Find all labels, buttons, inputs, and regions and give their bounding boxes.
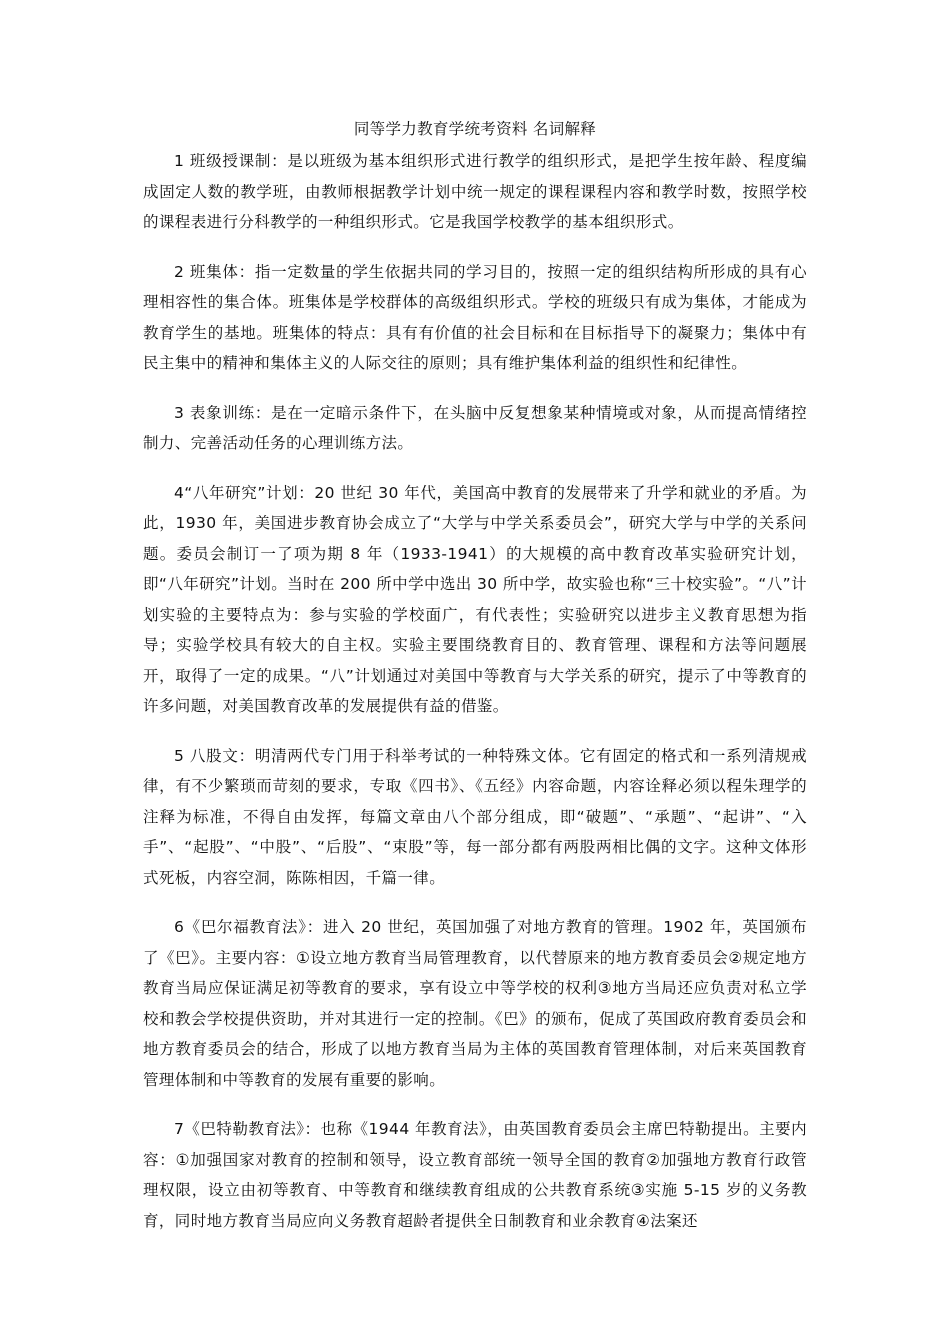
entry-butler-education-act: 7《巴特勒教育法》：也称《1944 年教育法》，由英国教育委员会主席巴特勒提出。主要内容：①加强国家对教育的控制和领导，设立教育部统一领导全国的教育②加强地方教育行政管理权限，设立由初等教育、中等教育和继续教育组成的公共教育系统③实施 5-15 岁的义务教育，同时地方教育当局应向义务教育超龄者提供全日制教育和业余教育④法案还 bbox=[143, 1120, 807, 1230]
entry-class-teaching-system: 1 班级授课制：是以班级为基本组织形式进行教学的组织形式，是把学生按年龄、程度编成固定人数的教学班，由教师根据教学计划中统一规定的课程课程内容和教学时数，按照学校的课程表进行分科教学的一种组织形式。它是我国学校教学的基本组织形式。 bbox=[143, 152, 807, 231]
document-title: 同等学力教育学统考资料 名词解释 bbox=[353, 120, 597, 138]
entry-class-collective: 2 班集体：指一定数量的学生依据共同的学习目的，按照一定的组织结构所形成的具有心理相容性的集合体。班集体是学校群体的高级组织形式。学校的班级只有成为集体，才能成为教育学生的基地。班集体的特点：具有有价值的社会目标和在目标指导下的凝聚力；集体中有民主集中的精神和集体主义的人际交往的原则；具有维护集体利益的组织性和纪律性。 bbox=[143, 262, 807, 372]
entry-eight-year-study: 4“八年研究”计划：20 世纪 30 年代，美国高中教育的发展带来了升学和就业的矛盾。为此，1930 年，美国进步教育协会成立了“大学与中学关系委员会”，研究大学与中学的关系问题。委员会制订一了项为期 8 年（1933-1941）的大规模的高中教育改革实验研究计划，即“八年研究”计划。当时在 200 所中学中选出 30 所中学，故实验也称“三十校实验”。“八”计划实验的主要特点为：参与实验的学校面广，有代表性；实验研究以进步主义教育思想为指导；实验学校具有较大的自主权。实验主要围绕教育目的、教育管理、课程和方法等问题展开，取得了一定的成果。“八”计划通过对美国中等教育与大学关系的研究，提示了中等教育的许多问题，对美国教育改革的发展提供有益的借鉴。 bbox=[143, 483, 807, 715]
entry-imagery-training: 3 表象训练：是在一定暗示条件下，在头脑中反复想象某种情境或对象，从而提高情绪控制力、完善活动任务的心理训练方法。 bbox=[143, 403, 807, 452]
entry-balfour-education-act: 6《巴尔福教育法》：进入 20 世纪，英国加强了对地方教育的管理。1902 年，英国颁布了《巴》。主要内容：①设立地方教育当局管理教育，以代替原来的地方教育委员会②规定地方教育当局应保证满足初等教育的要求，享有设立中等学校的权利③地方当局还应负责对私立学校和教会学校提供资助，并对其进行一定的控制。《巴》的颁布，促成了英国政府教育委员会和地方教育委员会的结合，形成了以地方教育当局为主体的英国教育管理体制，对后来英国教育管理体制和中等教育的发展有重要的影响。 bbox=[143, 918, 807, 1089]
document-body bbox=[143, 146, 807, 1255]
entry-eight-legged-essay: 5 八股文：明清两代专门用于科举考试的一种特殊文体。它有固定的格式和一系列清规戒律，有不少繁琐而苛刻的要求，专取《四书》、《五经》内容命题，内容诠释必须以程朱理学的注释为标准，不得自由发挥，每篇文章由八个部分组成，即“破题”、“承题”、“起讲”、“入手”、“起股”、“中股”、“后股”、“束股”等，每一部分都有两股两相比偶的文字。这种文体形式死板，内容空洞，陈陈相因，千篇一律。 bbox=[143, 746, 807, 887]
